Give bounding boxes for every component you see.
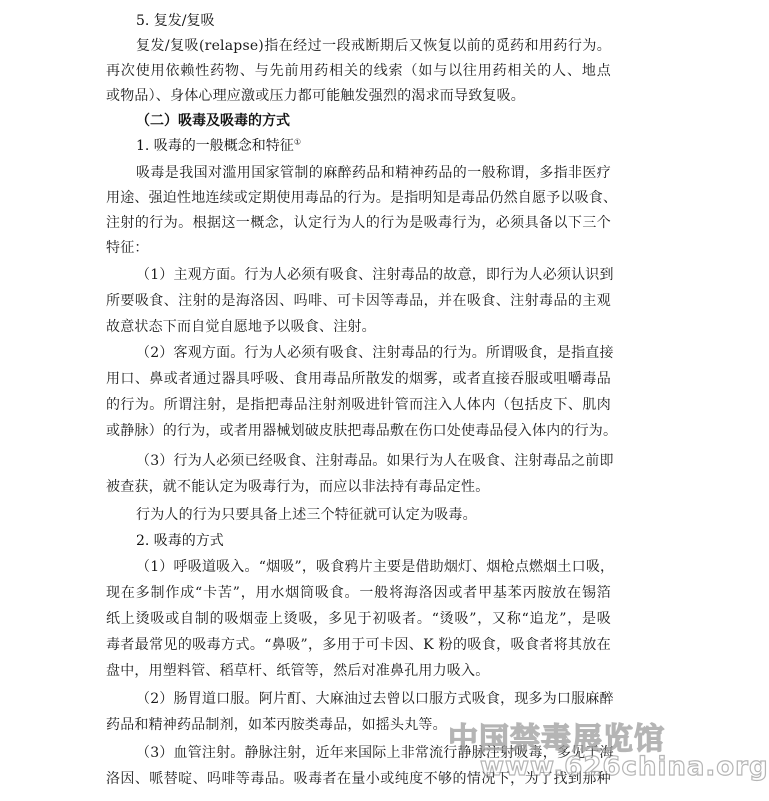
paragraph-line: （3）血管注射。静脉注射，近年来国际上非常流行静脉注射吸毒，多见于海 xyxy=(136,745,614,761)
paragraph-line: 或物品）、身体心理应激或压力都可能触发强烈的渴求而导致复吸。 xyxy=(106,88,525,104)
heading-methods: 2. 吸毒的方式 xyxy=(136,533,224,549)
paragraph-line: 故意状态下而自觉自愿地予以吸食、注射。 xyxy=(106,319,376,335)
heading-part-two: （二）吸毒及吸毒的方式 xyxy=(136,113,290,129)
paragraph-line: 现在多制作成“卡苦”，用水烟筒吸食。一般将海洛因或者甲基苯丙胺放在锡箔 xyxy=(106,585,611,601)
paragraph-line: 行为人的行为只要具备上述三个特征就可认定为吸毒。 xyxy=(136,507,477,523)
paragraph-line: 所要吸食、注射的是海洛因、吗啡、可卡因等毒品，并在吸食、注射毒品的主观 xyxy=(106,293,611,309)
paragraph-line: （2）客观方面。行为人必须有吸食、注射毒品的行为。所谓吸食，是指直接 xyxy=(136,345,614,361)
heading-concept-text: 1. 吸毒的一般概念和特征 xyxy=(136,138,294,154)
paragraph-line: 纸上烫吸或自制的吸烟壶上烫吸，多见于初吸者。“烫吸”，又称“追龙”，是吸 xyxy=(106,611,611,627)
paragraph-line: （2）肠胃道口服。阿片酊、大麻油过去曾以口服方式吸食，现多为口服麻醉 xyxy=(136,691,614,707)
heading-relapse: 5. 复发/复吸 xyxy=(136,13,215,29)
footnote-marker: ① xyxy=(293,137,301,147)
paragraph-line: 洛因、哌替啶、吗啡等毒品。吸毒者在量小或纯度不够的情况下，为了找到那种 xyxy=(106,771,611,787)
heading-concept xyxy=(136,137,301,155)
watermark-url: www.626china.org xyxy=(480,752,769,782)
paragraph-line: 特征： xyxy=(106,240,149,256)
paragraph-line: 注射的行为。根据这一概念，认定行为人的行为是吸毒行为，必须具备以下三个 xyxy=(106,215,611,231)
paragraph-line: 用途、强迫性地连续或定期使用毒品的行为。是指明知是毒品仍然自愿予以吸食、 xyxy=(106,190,618,206)
paragraph-line: （1）主观方面。行为人必须有吸食、注射毒品的故意，即行为人必须认识到 xyxy=(136,267,614,283)
paragraph-line: 吸毒是我国对滥用国家管制的麻醉药品和精神药品的一般称谓，多指非医疗 xyxy=(136,165,611,181)
paragraph-line: （3）行为人必须已经吸食、注射毒品。如果行为人在吸食、注射毒品之前即 xyxy=(136,453,614,469)
paragraph-line: 药品和精神药品制剂，如苯丙胺类毒品，如摇头丸等。 xyxy=(106,717,447,733)
paragraph-line: 毒者最常见的吸毒方式。“鼻吸”，多用于可卡因、K 粉的吸食，吸食者将其放在 xyxy=(106,637,611,653)
paragraph-line: 用口、鼻或者通过器具呼吸、食用毒品所散发的烟雾，或者直接吞服或咀嚼毒品 xyxy=(106,371,611,387)
paragraph-line: 的行为。所谓注射，是指把毒品注射剂吸进针管而注入人体内（包括皮下、肌肉 xyxy=(106,397,611,413)
paragraph-line: 复发/复吸(relapse)指在经过一段戒断期后又恢复以前的觅药和用药行为。 xyxy=(136,38,611,54)
paragraph-line: 被查获，就不能认定为吸毒行为，而应以非法持有毒品定性。 xyxy=(106,479,490,495)
paragraph-line: 再次使用依赖性药物、与先前用药相关的线索（如与以往用药相关的人、地点 xyxy=(106,63,611,79)
paragraph-line: 盘中，用塑料管、稻草杆、纸管等，然后对准鼻孔用力吸入。 xyxy=(106,663,490,679)
paragraph-line: 或静脉）的行为，或者用器械划破皮肤把毒品敷在伤口处使毒品侵入体内的行为。 xyxy=(106,423,618,439)
watermark-title: 中国禁毒展览馆 xyxy=(448,722,665,757)
paragraph-line: （1）呼吸道吸入。“烟吸”，吸食鸦片主要是借助烟灯、烟枪点燃烟土口吸， xyxy=(136,559,615,575)
